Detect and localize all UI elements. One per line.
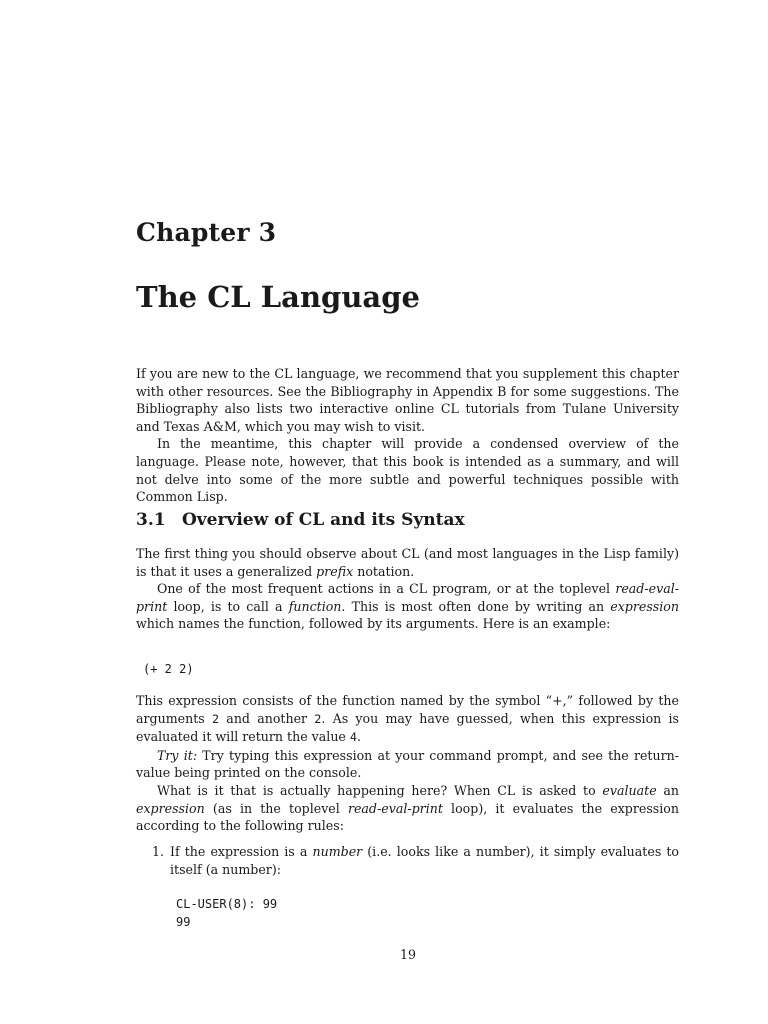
code-line: 99 [176,915,191,929]
intro-paragraph-1: If you are new to the CL language, we recommend that you supplement this chapter with other resources. See the Bibliography in Appendix B for some suggestions. The Bibliography also lists two interactive online CL tutorials from Tulane University and Texas A&M, which you may wish to visit. [136,366,679,434]
page-number: 19 [399,947,417,962]
list-item-text: If the expression is a number (i.e. looks like a number), it simply evaluates to itself (a number): [170,844,680,877]
section-text-bottom [136,692,679,835]
paragraph-function: One of the most frequent actions in a CL program, or at the toplevel read-eval-print loop, is to call a function. This is most often done by writing an expression which names the function, followed by its arguments. Here is an example: [136,581,679,632]
list-marker: 1. [152,844,165,859]
code-line: CL-USER(8): 99 [176,897,278,911]
section-title: Overview of CL and its Syntax [182,510,465,530]
intro-paragraph-2: In the meantime, this chapter will provide a condensed overview of the language. Please note, however, that this book is intended as a summary, and will not delve into some of the more subtle and powerful techniques possible with Common Lisp. [136,436,679,505]
paragraph-prefix: The first thing you should observe about CL (and most languages in the Lisp family) is that it uses a generalized prefix notation. [136,546,679,579]
paragraph-evaluate: What is it that is actually happening here? When CL is asked to evaluate an expression (as in the toplevel read-eval-print loop), it evaluates the expression according to the following rules: [136,782,679,834]
intro-text [136,365,679,506]
list-item [152,843,679,878]
section-text-top [136,545,679,633]
section-heading [136,510,465,530]
paragraph-try-it: Try it: Try typing this expression at your command prompt, and see the return-value being printed on the console. [136,747,679,781]
code-repl-example [176,895,277,931]
section-number: 3.1 [136,510,166,530]
paragraph-expression: This expression consists of the function named by the symbol “+,” followed by the arguments 2 and another 2. As you may have guessed, when this expression is evaluated it will return the value 4. [136,693,679,745]
chapter-label: Chapter 3 [136,218,277,247]
code-example: (+ 2 2) [143,662,194,676]
chapter-title: The CL Language [136,280,420,314]
